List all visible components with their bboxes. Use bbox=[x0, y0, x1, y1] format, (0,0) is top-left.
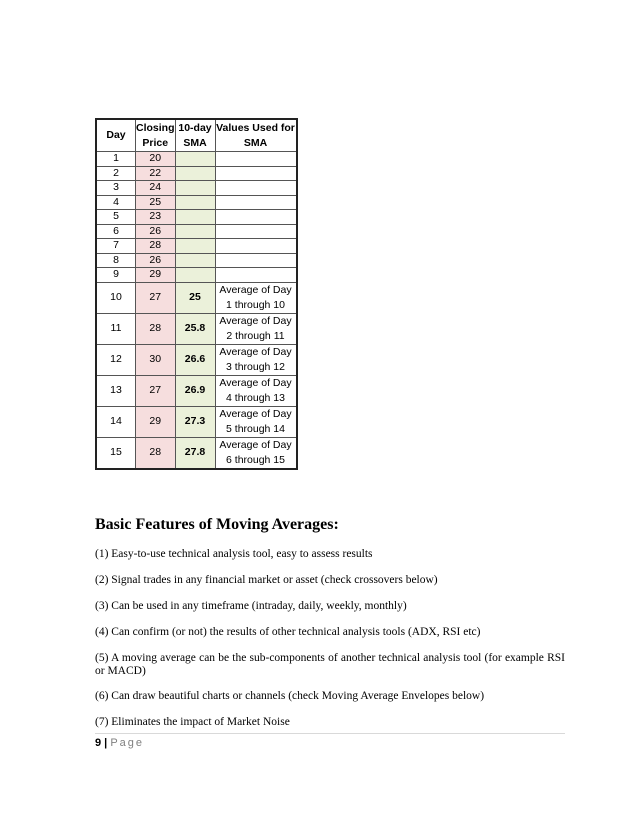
cell-day: 7 bbox=[96, 239, 136, 254]
cell-closing-price: 25 bbox=[136, 195, 176, 210]
values-used-line: 3 through 12 bbox=[226, 360, 285, 373]
cell-sma: 25.8 bbox=[175, 313, 215, 344]
table-header-row bbox=[96, 119, 297, 152]
cell-sma bbox=[175, 152, 215, 167]
values-used-line: 6 through 15 bbox=[226, 453, 285, 466]
cell-day: 6 bbox=[96, 224, 136, 239]
table-row bbox=[96, 313, 297, 344]
values-used-line: 1 through 10 bbox=[226, 298, 285, 311]
table-row bbox=[96, 437, 297, 469]
cell-sma: 27.3 bbox=[175, 406, 215, 437]
cell-values-used bbox=[215, 239, 297, 254]
cell-closing-price: 28 bbox=[136, 313, 176, 344]
table-row bbox=[96, 210, 297, 225]
header-vals-line2: SMA bbox=[243, 136, 268, 149]
cell-closing-price: 22 bbox=[136, 166, 176, 181]
cell-closing-price: 29 bbox=[136, 268, 176, 283]
cell-sma: 26.9 bbox=[175, 375, 215, 406]
header-10-day-sma bbox=[175, 119, 215, 152]
values-used-line: 5 through 14 bbox=[226, 422, 285, 435]
sma-table bbox=[95, 118, 298, 470]
cell-values-used bbox=[215, 152, 297, 167]
values-used-line: Average of Day bbox=[219, 438, 292, 451]
values-used-line: Average of Day bbox=[219, 407, 292, 420]
page-number: 9 bbox=[95, 737, 102, 749]
cell-closing-price: 20 bbox=[136, 152, 176, 167]
values-used-line: Average of Day bbox=[219, 314, 292, 327]
cell-sma bbox=[175, 239, 215, 254]
footer-divider bbox=[95, 733, 565, 734]
cell-day: 8 bbox=[96, 253, 136, 268]
cell-values-used bbox=[215, 210, 297, 225]
cell-sma: 26.6 bbox=[175, 344, 215, 375]
cell-closing-price: 26 bbox=[136, 224, 176, 239]
cell-closing-price: 26 bbox=[136, 253, 176, 268]
cell-closing-price: 27 bbox=[136, 282, 176, 313]
cell-sma bbox=[175, 181, 215, 196]
sma-table-body bbox=[96, 152, 297, 469]
cell-sma bbox=[175, 210, 215, 225]
cell-day: 12 bbox=[96, 344, 136, 375]
header-price-line1: Closing bbox=[136, 121, 175, 134]
cell-day: 14 bbox=[96, 406, 136, 437]
cell-values-used bbox=[215, 224, 297, 239]
values-used-line: 2 through 11 bbox=[226, 329, 285, 342]
cell-values-used bbox=[215, 375, 297, 406]
cell-sma: 25 bbox=[175, 282, 215, 313]
cell-values-used bbox=[215, 282, 297, 313]
values-used-line: 4 through 13 bbox=[226, 391, 285, 404]
cell-values-used bbox=[215, 313, 297, 344]
values-used-line: Average of Day bbox=[219, 283, 292, 296]
cell-closing-price: 27 bbox=[136, 375, 176, 406]
cell-sma: 27.8 bbox=[175, 437, 215, 469]
cell-closing-price: 28 bbox=[136, 239, 176, 254]
cell-sma bbox=[175, 253, 215, 268]
page-label: Page bbox=[110, 737, 145, 749]
cell-closing-price: 28 bbox=[136, 437, 176, 469]
table-row bbox=[96, 239, 297, 254]
cell-values-used bbox=[215, 181, 297, 196]
table-row bbox=[96, 181, 297, 196]
cell-day: 10 bbox=[96, 282, 136, 313]
cell-values-used bbox=[215, 406, 297, 437]
cell-closing-price: 29 bbox=[136, 406, 176, 437]
cell-sma bbox=[175, 224, 215, 239]
cell-values-used bbox=[215, 344, 297, 375]
cell-closing-price: 23 bbox=[136, 210, 176, 225]
cell-day: 13 bbox=[96, 375, 136, 406]
cell-day: 2 bbox=[96, 166, 136, 181]
header-day-text: Day bbox=[106, 129, 126, 141]
values-used-line: Average of Day bbox=[219, 376, 292, 389]
header-values-used bbox=[215, 119, 297, 152]
table-row bbox=[96, 166, 297, 181]
section-heading: Basic Features of Moving Averages: bbox=[95, 516, 339, 533]
cell-day: 15 bbox=[96, 437, 136, 469]
list-item: (4) Can confirm (or not) the results of other technical analysis tools (ADX, RSI etc) bbox=[95, 626, 481, 638]
header-vals-line1: Values Used for bbox=[216, 121, 295, 134]
table-row bbox=[96, 195, 297, 210]
cell-values-used bbox=[215, 437, 297, 469]
table-row bbox=[96, 282, 297, 313]
table-row bbox=[96, 253, 297, 268]
list-item: (1) Easy-to-use technical analysis tool, easy to assess results bbox=[95, 548, 373, 560]
features-list bbox=[95, 548, 565, 742]
cell-values-used bbox=[215, 166, 297, 181]
footer-separator: | bbox=[101, 737, 111, 749]
table-row bbox=[96, 344, 297, 375]
cell-day: 1 bbox=[96, 152, 136, 167]
cell-sma bbox=[175, 195, 215, 210]
cell-closing-price: 24 bbox=[136, 181, 176, 196]
cell-values-used bbox=[215, 195, 297, 210]
cell-closing-price: 30 bbox=[136, 344, 176, 375]
page-footer bbox=[95, 737, 144, 749]
cell-day: 4 bbox=[96, 195, 136, 210]
values-used-line: Average of Day bbox=[219, 345, 292, 358]
list-item: (7) Eliminates the impact of Market Noise bbox=[95, 716, 290, 728]
table-row bbox=[96, 224, 297, 239]
table-row bbox=[96, 406, 297, 437]
list-item: (2) Signal trades in any financial market or asset (check crossovers below) bbox=[95, 574, 438, 586]
list-item: (5) A moving average can be the sub-components of another technical analysis tool (for example RSI or MACD) bbox=[95, 652, 565, 677]
table-row bbox=[96, 268, 297, 283]
header-day bbox=[96, 119, 136, 152]
header-sma-line2: SMA bbox=[183, 136, 207, 149]
header-closing-price bbox=[136, 119, 176, 152]
table-row bbox=[96, 375, 297, 406]
list-item: (3) Can be used in any timeframe (intraday, daily, weekly, monthly) bbox=[95, 600, 407, 612]
cell-values-used bbox=[215, 253, 297, 268]
cell-day: 9 bbox=[96, 268, 136, 283]
cell-day: 3 bbox=[96, 181, 136, 196]
cell-day: 11 bbox=[96, 313, 136, 344]
cell-day: 5 bbox=[96, 210, 136, 225]
list-item: (6) Can draw beautiful charts or channels (check Moving Average Envelopes below) bbox=[95, 690, 485, 702]
table-row bbox=[96, 152, 297, 167]
header-price-line2: Price bbox=[142, 136, 169, 149]
cell-sma bbox=[175, 268, 215, 283]
header-sma-line1: 10-day bbox=[178, 121, 212, 134]
cell-values-used bbox=[215, 268, 297, 283]
cell-sma bbox=[175, 166, 215, 181]
